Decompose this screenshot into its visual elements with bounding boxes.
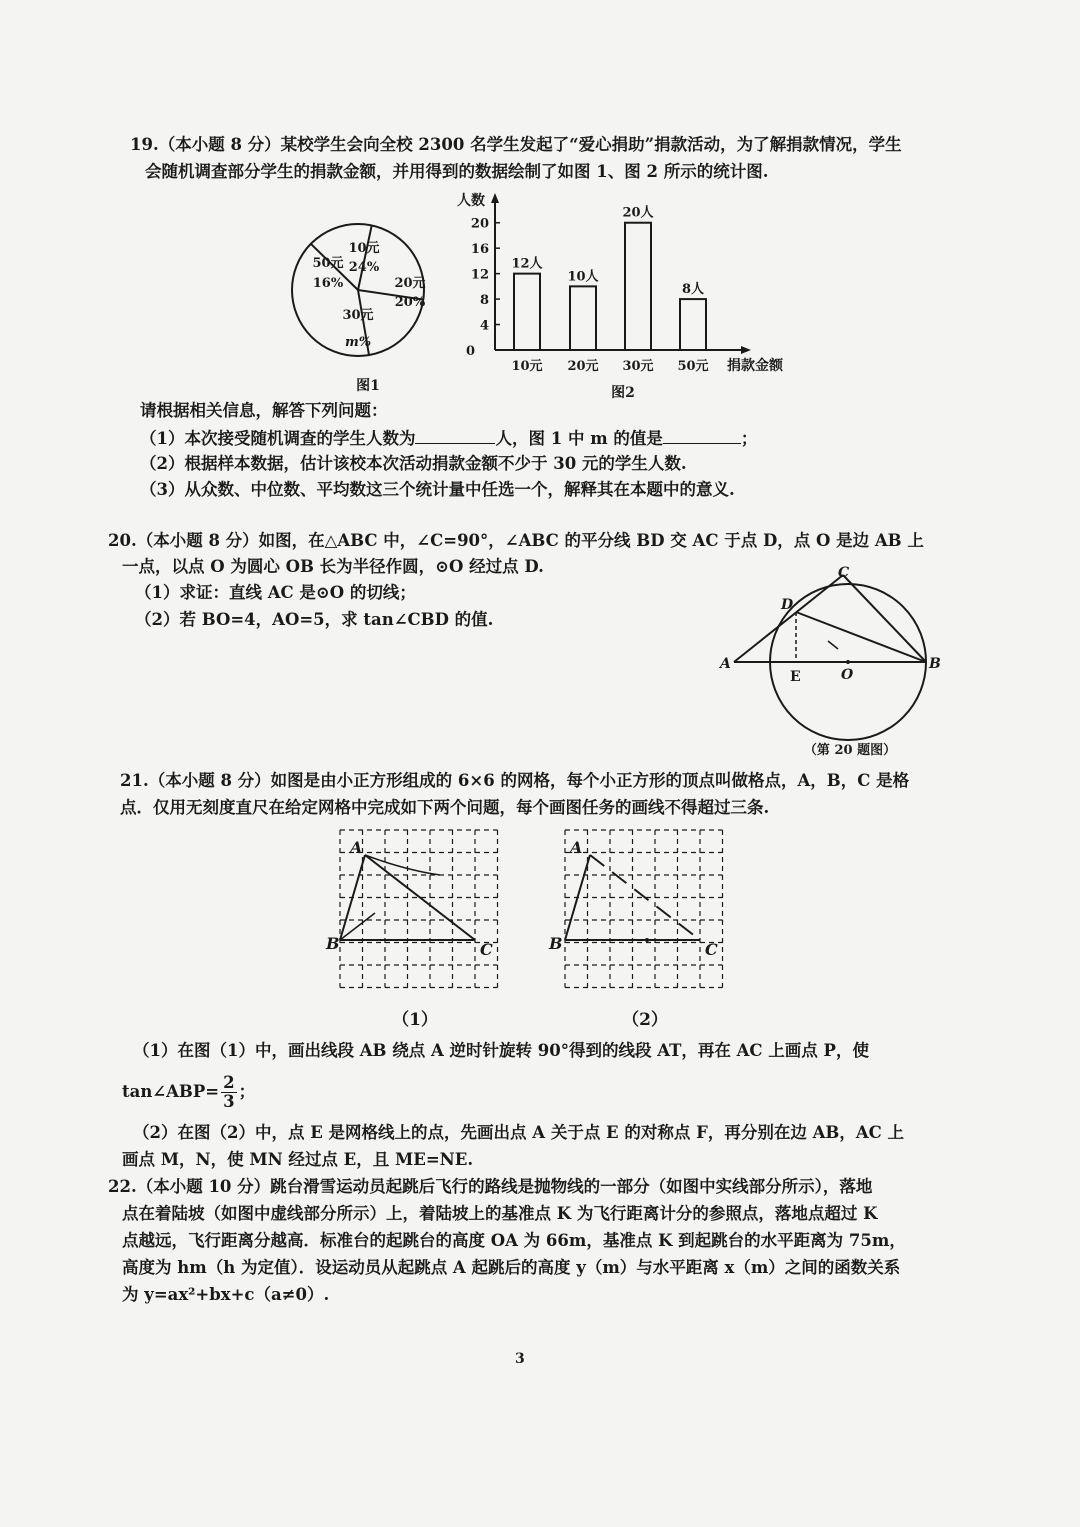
fig1-caption: （1） xyxy=(392,1010,438,1030)
q21-sub2-line2: 画点 M，N，使 MN 经过点 E，且 ME=NE. xyxy=(122,1150,474,1169)
label-e: E xyxy=(790,669,801,685)
x-axis-label: 捐款金额 xyxy=(727,358,783,374)
pencil-mark xyxy=(828,641,838,649)
q21-line2: 点．仅用无刻度直尺在给定网格中完成如下两个问题，每个画图任务的画线不得超过三条. xyxy=(120,798,770,817)
segment-bd xyxy=(796,612,926,662)
y-axis-arrow xyxy=(491,193,499,203)
q20-figure xyxy=(720,555,960,765)
q21-sub2-line1: （2）在图（2）中，点 E 是网格线上的点，先画出点 A 关于点 E 的对称点 F，再分别在边 AB，AC 上 xyxy=(133,1123,905,1142)
q22-line2: 点在着陆坡（如图中虚线部分所示）上，着陆坡上的基准点 K 为飞行距离计分的参照点，落地点超过 K xyxy=(122,1204,878,1223)
fig2-caption: （2） xyxy=(622,1010,668,1030)
fig1-caption: 图1 xyxy=(356,378,380,394)
q20-sub2: （2）若 BO=4，AO=5，求 tan∠CBD 的值. xyxy=(135,610,494,629)
bar-chart xyxy=(445,185,805,405)
x-tick-label-10元: 10元 xyxy=(511,359,543,374)
q19-sub2: （2）根据样本数据，估计该校本次活动捐款金额不少于 30 元的学生人数. xyxy=(140,454,687,473)
bar-label-20元: 10人 xyxy=(567,269,599,285)
q20-sub1: （1）求证：直线 AC 是⊙O 的切线； xyxy=(135,583,416,602)
x-axis-arrow xyxy=(741,346,751,354)
pie-label-30: 30元 xyxy=(342,308,374,323)
fig2-label-b: B xyxy=(549,934,563,953)
bar-label-10元: 12人 xyxy=(511,256,543,272)
y-axis-label: 人数 xyxy=(457,193,485,209)
fig2-point-e xyxy=(645,938,649,942)
q22-line3: 点越远，飞行距离分越高．标准台的起跳台的高度 OA 为 66m，基准点 K 到起跳台的水平距离为 75m， xyxy=(122,1231,906,1250)
pie-pct-10: 24% xyxy=(348,260,380,275)
point-o xyxy=(846,660,850,664)
q21-line1: 21.（本小题 8 分）如图是由小正方形组成的 6×6 的网格，每个小正方形的顶点叫做格点，A，B，C 是格 xyxy=(120,771,910,790)
bar-10元 xyxy=(514,274,540,350)
q19-line1: 19.（本小题 8 分）某校学生会向全校 2300 名学生发起了“爱心捐助”捐款活动，为了解捐款情况，学生 xyxy=(130,135,902,154)
answer-blank-count[interactable] xyxy=(415,427,495,444)
bar-20元 xyxy=(570,286,596,350)
page-number: 3 xyxy=(515,1351,525,1367)
fig1-sketch-line xyxy=(365,855,440,875)
fig2-caption: 图2 xyxy=(611,385,635,401)
grid-1-lines xyxy=(340,830,498,988)
grid-figure-2 xyxy=(549,825,755,1035)
fig2-label-a: A xyxy=(570,838,583,857)
q20-line2: 一点，以点 O 为圆心 OB 长为半径作圆，⊙O 经过点 D. xyxy=(122,557,544,576)
pie-pct-20: 20% xyxy=(394,295,426,310)
q21-sub1b: tan∠ABP= $\frac{2}{3}$ ； xyxy=(122,1073,256,1111)
q22-line1: 22.（本小题 10 分）跳台滑雪运动员起跳后飞行的路线是抛物线的一部分（如图中实线部分所示），落地 xyxy=(108,1177,873,1196)
grid-2-lines xyxy=(565,830,723,988)
label-o: O xyxy=(841,667,854,683)
q21-sub1a: （1）在图（1）中，画出线段 AB 绕点 A 逆时针旋转 90°得到的线段 AT，再在 AC 上画点 P，使 xyxy=(133,1041,869,1060)
bar-50元 xyxy=(680,299,706,350)
q20-line1: 20.（本小题 8 分）如图，在△ABC 中，∠C=90°，∠ABC 的平分线 BD 交 AC 于点 D，点 O 是边 AB 上 xyxy=(108,531,924,550)
x-tick-label-20元: 20元 xyxy=(567,359,599,374)
bar-label-30元: 20人 xyxy=(622,205,654,221)
q19-sub1: （1）本次接受随机调查的学生人数为 人，图 1 中 m 的值是 ； xyxy=(140,429,758,448)
answer-blank-m[interactable] xyxy=(663,427,741,444)
pie-pct-30: m% xyxy=(344,335,372,350)
bar-30元 xyxy=(625,223,651,350)
pie-pct-50: 16% xyxy=(312,276,344,291)
q20-caption: （第 20 题图） xyxy=(803,743,897,758)
fig1-sketch-line-2 xyxy=(340,913,375,940)
label-c: C xyxy=(838,565,850,581)
pie-label-50: 50元 xyxy=(312,256,344,271)
label-d: D xyxy=(781,597,794,613)
label-b: B xyxy=(929,656,941,672)
pie-label-20: 20元 xyxy=(394,276,426,291)
segment-ac xyxy=(734,575,843,662)
pie-label-10: 10元 xyxy=(348,241,380,256)
y-tick-label-12: 12 xyxy=(470,267,489,283)
fig1-label-b: B xyxy=(326,934,340,953)
fig1-label-c: C xyxy=(480,940,493,959)
q22-line4: 高度为 hm（h 为定值）．设运动员从起跳点 A 起跳后的高度 y（m）与水平距离 x（m）之间的函数关系 xyxy=(122,1258,901,1277)
x-tick-label-30元: 30元 xyxy=(622,359,654,374)
y-tick-label-0: 0 xyxy=(465,344,475,359)
x-tick-label-50元: 50元 xyxy=(677,359,709,374)
fig1-label-a: A xyxy=(350,838,363,857)
y-tick-label-16: 16 xyxy=(470,242,489,258)
q19-line2: 会随机调查部分学生的捐款金额，并用得到的数据绘制了如图 1、图 2 所示的统计图. xyxy=(145,162,769,181)
y-tick-label-8: 8 xyxy=(479,293,489,309)
label-a: A xyxy=(720,656,731,672)
y-tick-label-20: 20 xyxy=(470,216,489,232)
q22-line5: 为 y=ax²+bx+c（a≠0）. xyxy=(122,1285,330,1304)
grid-figure-1 xyxy=(326,825,530,1035)
q19-prompt: 请根据相关信息，解答下列问题： xyxy=(140,401,388,420)
pie-chart xyxy=(290,215,450,405)
q19-sub3: （3）从众数、中位数、平均数这三个统计量中任选一个，解释其在本题中的意义. xyxy=(140,480,735,499)
pie-divider-0 xyxy=(358,225,372,290)
bar-label-50元: 8人 xyxy=(681,282,705,298)
fig2-label-c: C xyxy=(705,940,718,959)
y-tick-label-4: 4 xyxy=(479,318,489,334)
